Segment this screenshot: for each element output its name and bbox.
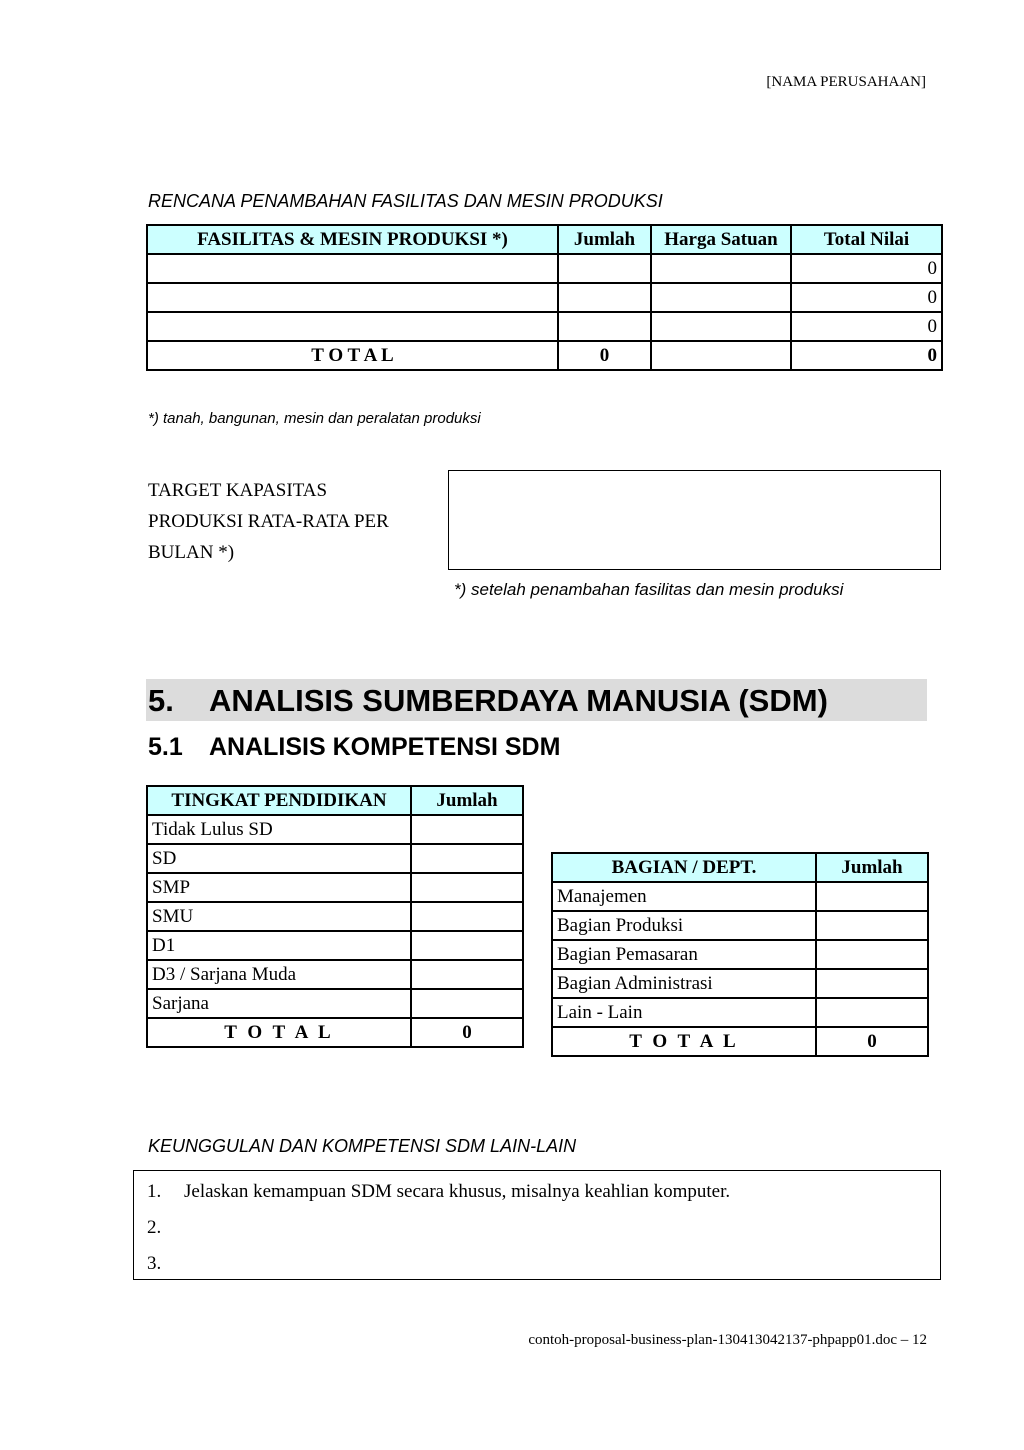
department-name: Bagian Administrasi bbox=[552, 969, 816, 998]
subsection-title: ANALISIS KOMPETENSI SDM bbox=[209, 733, 561, 761]
total-jumlah: 0 bbox=[558, 341, 651, 370]
table-row bbox=[147, 254, 942, 283]
target-capacity-label bbox=[148, 475, 389, 568]
facility-harga-cell[interactable] bbox=[651, 254, 791, 283]
list-item-number: 3. bbox=[147, 1253, 162, 1274]
education-count[interactable] bbox=[411, 844, 523, 873]
table-row bbox=[147, 283, 942, 312]
section-heading bbox=[146, 679, 927, 721]
department-name: Lain - Lain bbox=[552, 998, 816, 1027]
education-count[interactable] bbox=[411, 902, 523, 931]
col-header-total-nilai: Total Nilai bbox=[791, 225, 942, 254]
list-item-number: 1. bbox=[147, 1181, 162, 1202]
department-name: Bagian Produksi bbox=[552, 911, 816, 940]
table-row bbox=[552, 882, 928, 911]
department-total-row bbox=[552, 1027, 928, 1056]
facility-total-cell: 0 bbox=[791, 312, 942, 341]
list-item-text: Jelaskan kemampuan SDM secara khusus, misalnya keahlian komputer. bbox=[184, 1181, 731, 1202]
facilities-table bbox=[146, 224, 943, 371]
col-header-jumlah: Jumlah bbox=[816, 853, 928, 882]
col-header-bagian-dept: BAGIAN / DEPT. bbox=[552, 853, 816, 882]
table-row bbox=[147, 873, 523, 902]
facility-jumlah-cell[interactable] bbox=[558, 254, 651, 283]
table-row bbox=[147, 989, 523, 1018]
total-nilai: 0 bbox=[791, 341, 942, 370]
department-table bbox=[551, 852, 929, 1057]
target-footnote: *) setelah penambahan fasilitas dan mesin produksi bbox=[454, 580, 844, 599]
facility-total-cell: 0 bbox=[791, 283, 942, 312]
competence-section-title: KEUNGGULAN DAN KOMPETENSI SDM LAIN-LAIN bbox=[148, 1136, 577, 1156]
department-name: Bagian Pemasaran bbox=[552, 940, 816, 969]
subsection-heading bbox=[148, 733, 560, 762]
target-label-line: PRODUKSI RATA-RATA PER bbox=[148, 511, 389, 532]
education-level: D3 / Sarjana Muda bbox=[147, 960, 411, 989]
department-count[interactable] bbox=[816, 969, 928, 998]
total-value: 0 bbox=[411, 1018, 523, 1047]
table-row bbox=[147, 844, 523, 873]
list-item bbox=[147, 1253, 184, 1275]
total-label: T O T A L bbox=[147, 1018, 411, 1047]
table-row bbox=[552, 969, 928, 998]
subsection-number: 5.1 bbox=[148, 733, 183, 761]
col-header-tingkat-pendidikan: TINGKAT PENDIDIKAN bbox=[147, 786, 411, 815]
facility-jumlah-cell[interactable] bbox=[558, 283, 651, 312]
education-count[interactable] bbox=[411, 815, 523, 844]
target-label-line: TARGET KAPASITAS bbox=[148, 480, 328, 501]
facility-name-cell[interactable] bbox=[147, 283, 558, 312]
facilities-total-row bbox=[147, 341, 942, 370]
education-level: SMU bbox=[147, 902, 411, 931]
page-footer: contoh-proposal-business-plan-130413042137-phpapp01.doc – 12 bbox=[528, 1332, 927, 1348]
col-header-jumlah: Jumlah bbox=[411, 786, 523, 815]
total-label: T O T A L bbox=[147, 341, 558, 370]
education-count[interactable] bbox=[411, 989, 523, 1018]
facility-name-cell[interactable] bbox=[147, 254, 558, 283]
education-level: D1 bbox=[147, 931, 411, 960]
col-header-harga-satuan: Harga Satuan bbox=[651, 225, 791, 254]
facility-jumlah-cell[interactable] bbox=[558, 312, 651, 341]
facilities-section-title: RENCANA PENAMBAHAN FASILITAS DAN MESIN PRODUKSI bbox=[148, 191, 663, 211]
table-row bbox=[147, 902, 523, 931]
department-count[interactable] bbox=[816, 911, 928, 940]
facility-name-cell[interactable] bbox=[147, 312, 558, 341]
table-row bbox=[147, 960, 523, 989]
col-header-jumlah: Jumlah bbox=[558, 225, 651, 254]
total-value: 0 bbox=[816, 1027, 928, 1056]
department-count[interactable] bbox=[816, 998, 928, 1027]
facility-harga-cell[interactable] bbox=[651, 312, 791, 341]
competence-box[interactable] bbox=[133, 1170, 941, 1280]
total-label: T O T A L bbox=[552, 1027, 816, 1056]
section-title: ANALISIS SUMBERDAYA MANUSIA (SDM) bbox=[209, 683, 828, 718]
list-item bbox=[147, 1181, 730, 1203]
table-row bbox=[552, 911, 928, 940]
facilities-header-row bbox=[147, 225, 942, 254]
list-item-number: 2. bbox=[147, 1217, 162, 1238]
col-header-facilities: FASILITAS & MESIN PRODUKSI *) bbox=[147, 225, 558, 254]
section-number: 5. bbox=[148, 683, 174, 718]
table-row bbox=[552, 940, 928, 969]
table-row bbox=[552, 998, 928, 1027]
education-total-row bbox=[147, 1018, 523, 1047]
department-name: Manajemen bbox=[552, 882, 816, 911]
table-row bbox=[147, 815, 523, 844]
education-count[interactable] bbox=[411, 873, 523, 902]
education-level: Sarjana bbox=[147, 989, 411, 1018]
total-harga bbox=[651, 341, 791, 370]
education-count[interactable] bbox=[411, 960, 523, 989]
table-row bbox=[147, 931, 523, 960]
department-count[interactable] bbox=[816, 882, 928, 911]
education-header-row bbox=[147, 786, 523, 815]
facility-harga-cell[interactable] bbox=[651, 283, 791, 312]
education-table bbox=[146, 785, 524, 1048]
department-header-row bbox=[552, 853, 928, 882]
target-capacity-field[interactable] bbox=[448, 470, 941, 570]
education-level: Tidak Lulus SD bbox=[147, 815, 411, 844]
education-level: SD bbox=[147, 844, 411, 873]
education-level: SMP bbox=[147, 873, 411, 902]
list-item bbox=[147, 1217, 184, 1239]
education-count[interactable] bbox=[411, 931, 523, 960]
facilities-footnote: *) tanah, bangunan, mesin dan peralatan produksi bbox=[148, 410, 481, 427]
table-row bbox=[147, 312, 942, 341]
company-name-header: [NAMA PERUSAHAAN] bbox=[766, 74, 926, 90]
department-count[interactable] bbox=[816, 940, 928, 969]
facility-total-cell: 0 bbox=[791, 254, 942, 283]
target-label-line: BULAN *) bbox=[148, 542, 235, 563]
